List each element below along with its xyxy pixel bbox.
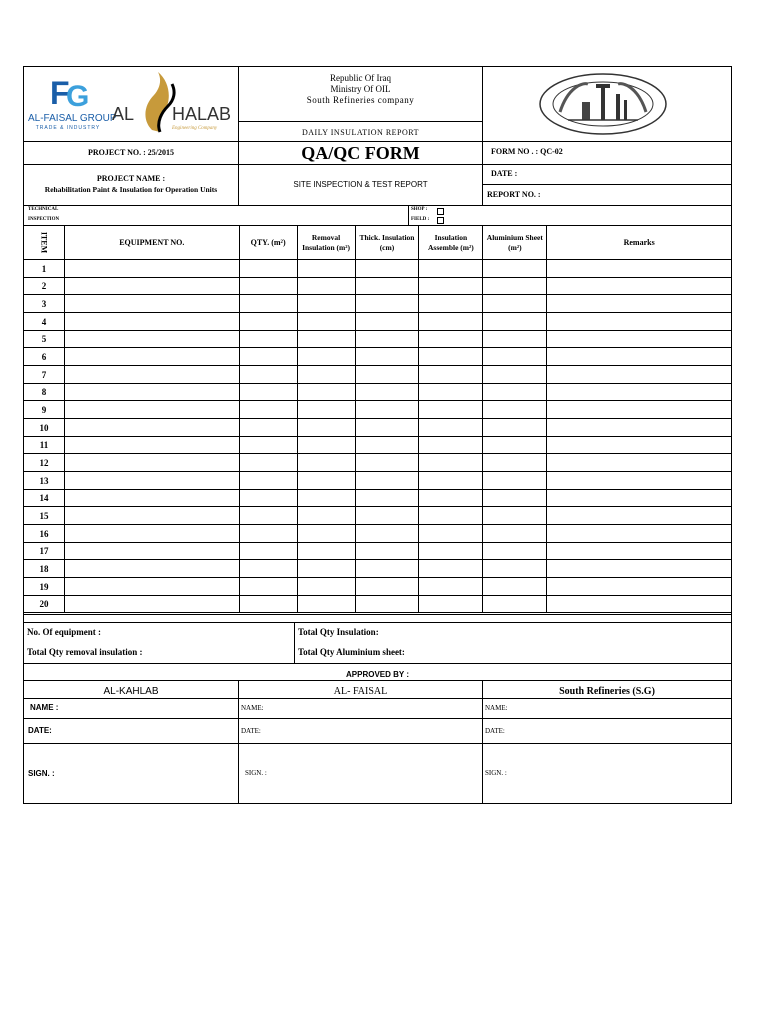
inspection-text: INSPECTION xyxy=(28,217,60,222)
table-cell[interactable] xyxy=(64,525,239,543)
table-cell[interactable] xyxy=(355,596,419,613)
item-number: 13 xyxy=(24,472,65,490)
table-cell[interactable] xyxy=(64,472,239,490)
shop-checkbox[interactable] xyxy=(437,208,444,215)
field-label: FIELD : xyxy=(411,217,430,222)
table-row xyxy=(24,401,732,419)
site-report: SITE INSPECTION & TEST REPORT xyxy=(293,180,428,189)
shop-label: SHOP : xyxy=(411,207,428,212)
table-cell[interactable] xyxy=(355,384,419,401)
table-cell[interactable] xyxy=(483,507,547,525)
table-cell[interactable] xyxy=(419,348,483,366)
table-cell[interactable] xyxy=(64,507,239,525)
table-cell[interactable] xyxy=(64,278,239,295)
item-number: 1 xyxy=(24,260,65,278)
table-cell[interactable] xyxy=(239,507,297,525)
project-name-label: PROJECT NAME : xyxy=(96,174,166,183)
table-cell[interactable] xyxy=(355,295,419,313)
table-cell[interactable] xyxy=(483,348,547,366)
form-title-cell xyxy=(238,141,483,165)
table-cell[interactable] xyxy=(297,260,355,278)
table-cell[interactable] xyxy=(64,313,239,331)
table-cell[interactable] xyxy=(355,366,419,384)
table-cell[interactable] xyxy=(297,384,355,401)
table-cell[interactable] xyxy=(419,366,483,384)
item-number: 3 xyxy=(24,295,65,313)
table-row xyxy=(24,331,732,348)
table-cell[interactable] xyxy=(64,596,239,613)
table-cell[interactable] xyxy=(547,419,732,437)
form-title: QA/QC FORM xyxy=(301,143,420,163)
table-cell[interactable] xyxy=(239,596,297,613)
table-cell[interactable] xyxy=(419,472,483,490)
header-aluminium: Aluminium Sheet (m²) xyxy=(483,226,547,260)
form-no: FORM NO . : QC-02 xyxy=(491,147,563,156)
table-row xyxy=(24,437,732,454)
approver-alkahlab: AL-KAHLAB xyxy=(103,686,159,697)
approval-col3-header xyxy=(482,680,732,699)
table-row xyxy=(24,525,732,543)
table-row xyxy=(24,348,732,366)
table-cell[interactable] xyxy=(355,578,419,596)
table-cell[interactable] xyxy=(547,260,732,278)
table-cell[interactable] xyxy=(64,348,239,366)
table-cell[interactable] xyxy=(355,331,419,348)
table-cell[interactable] xyxy=(297,596,355,613)
table-cell[interactable] xyxy=(239,578,297,596)
table-row xyxy=(24,472,732,490)
authority-cell xyxy=(238,66,483,122)
table-cell[interactable] xyxy=(64,560,239,578)
approved-by-row xyxy=(23,663,732,681)
table-cell[interactable] xyxy=(547,278,732,295)
ministry-text: Ministry Of OIL xyxy=(330,84,391,94)
table-cell[interactable] xyxy=(419,560,483,578)
table-cell[interactable] xyxy=(355,348,419,366)
table-cell[interactable] xyxy=(297,278,355,295)
items-table xyxy=(23,225,732,613)
table-cell[interactable] xyxy=(297,507,355,525)
sign-label-1: SIGN. : xyxy=(28,769,55,778)
sign-field-2[interactable] xyxy=(238,743,483,804)
item-number: 4 xyxy=(24,313,65,331)
table-cell[interactable] xyxy=(419,384,483,401)
table-cell[interactable] xyxy=(483,578,547,596)
name-label-1: NAME : xyxy=(30,703,59,712)
table-cell[interactable] xyxy=(297,560,355,578)
table-cell[interactable] xyxy=(239,295,297,313)
approval-col1-header xyxy=(23,680,239,699)
refinery-seal-icon xyxy=(538,72,668,136)
item-number: 7 xyxy=(24,366,65,384)
table-cell[interactable] xyxy=(239,437,297,454)
table-cell[interactable] xyxy=(64,401,239,419)
item-number: 14 xyxy=(24,490,65,507)
table-cell[interactable] xyxy=(239,401,297,419)
no-equipment-label: No. Of equipment : xyxy=(27,627,101,637)
header-qty: QTY. (m²) xyxy=(239,226,297,260)
table-cell[interactable] xyxy=(419,490,483,507)
table-cell[interactable] xyxy=(547,454,732,472)
total-removal-label: Total Qty removal insulation : xyxy=(27,647,143,657)
table-cell[interactable] xyxy=(419,578,483,596)
report-title xyxy=(238,121,483,142)
table-cell[interactable] xyxy=(483,543,547,560)
table-row xyxy=(24,543,732,560)
table-cell[interactable] xyxy=(355,525,419,543)
svg-text:G: G xyxy=(66,80,90,110)
alkhalab-sub: Engineering Company xyxy=(172,126,218,131)
table-cell[interactable] xyxy=(547,507,732,525)
item-number: 11 xyxy=(24,437,65,454)
project-name: Rehabilitation Paint & Insulation for Operation Units xyxy=(44,185,218,194)
table-cell[interactable] xyxy=(419,419,483,437)
item-number: 8 xyxy=(24,384,65,401)
table-cell[interactable] xyxy=(547,437,732,454)
table-cell[interactable] xyxy=(419,454,483,472)
name-field-2[interactable] xyxy=(238,698,483,719)
table-cell[interactable] xyxy=(419,525,483,543)
table-cell[interactable] xyxy=(64,454,239,472)
table-cell[interactable] xyxy=(547,401,732,419)
table-cell[interactable] xyxy=(547,490,732,507)
table-cell[interactable] xyxy=(547,313,732,331)
table-cell[interactable] xyxy=(547,472,732,490)
header-item-text: ITEM xyxy=(39,231,49,254)
total-aluminium-label: Total Qty Aluminium sheet: xyxy=(298,647,405,657)
table-cell[interactable] xyxy=(547,384,732,401)
fg-group-sub: TRADE & INDUSTRY xyxy=(35,125,101,131)
item-number: 5 xyxy=(24,331,65,348)
table-cell[interactable] xyxy=(419,401,483,419)
table-cell[interactable] xyxy=(64,295,239,313)
item-number: 17 xyxy=(24,543,65,560)
table-cell[interactable] xyxy=(419,437,483,454)
item-number: 16 xyxy=(24,525,65,543)
table-cell[interactable] xyxy=(483,472,547,490)
sign-label-3: SIGN. : xyxy=(485,769,507,777)
report-title-text: DAILY INSULATION REPORT xyxy=(301,128,420,137)
table-cell[interactable] xyxy=(239,490,297,507)
header-thick: Thick. Insulation (cm) xyxy=(355,226,419,260)
project-no-cell xyxy=(23,141,239,165)
name-label-2: NAME: xyxy=(241,704,264,712)
name-field-1[interactable] xyxy=(23,698,239,719)
table-cell[interactable] xyxy=(355,401,419,419)
report-no-cell xyxy=(482,184,732,206)
technical-inspection-cell xyxy=(23,205,409,226)
fg-group-name: AL-FAISAL GROUP xyxy=(28,113,117,124)
header-assemble: Insulation Assemble (m²) xyxy=(419,226,483,260)
seal-cell xyxy=(482,66,732,142)
date-cell xyxy=(482,164,732,185)
table-cell[interactable] xyxy=(547,331,732,348)
table-cell[interactable] xyxy=(483,596,547,613)
table-cell[interactable] xyxy=(239,278,297,295)
name-field-3[interactable] xyxy=(482,698,732,719)
table-cell[interactable] xyxy=(419,596,483,613)
table-cell[interactable] xyxy=(355,543,419,560)
company-text: South Refineries company xyxy=(306,95,415,105)
table-cell[interactable] xyxy=(64,331,239,348)
sign-field-3[interactable] xyxy=(482,743,732,804)
item-number: 12 xyxy=(24,454,65,472)
table-cell[interactable] xyxy=(355,260,419,278)
table-cell[interactable] xyxy=(64,490,239,507)
table-row xyxy=(24,260,732,278)
table-cell[interactable] xyxy=(355,454,419,472)
field-checkbox[interactable] xyxy=(437,217,444,224)
table-cell[interactable] xyxy=(64,543,239,560)
date-label: DATE : xyxy=(491,169,518,178)
table-cell[interactable] xyxy=(483,560,547,578)
table-cell[interactable] xyxy=(547,596,732,613)
approval-col2-header xyxy=(238,680,483,699)
date-field-1[interactable] xyxy=(23,718,239,744)
table-row xyxy=(24,419,732,437)
technical-text: TECHNICAL xyxy=(28,207,59,212)
alkhalab-logo xyxy=(112,70,236,140)
table-cell[interactable] xyxy=(547,560,732,578)
item-number: 15 xyxy=(24,507,65,525)
republic-text: Republic Of Iraq xyxy=(330,73,391,83)
svg-text:F: F xyxy=(50,75,70,110)
header-remarks: Remarks xyxy=(547,226,732,260)
table-cell[interactable] xyxy=(355,419,419,437)
item-number: 9 xyxy=(24,401,65,419)
table-cell[interactable] xyxy=(297,419,355,437)
table-cell[interactable] xyxy=(239,260,297,278)
header-removal: Removal Insulation (m²) xyxy=(297,226,355,260)
table-cell[interactable] xyxy=(355,560,419,578)
table-row xyxy=(24,507,732,525)
table-cell[interactable] xyxy=(297,313,355,331)
sign-label-2: SIGN. : xyxy=(245,769,267,777)
table-row xyxy=(24,278,732,295)
table-cell[interactable] xyxy=(297,454,355,472)
item-number: 20 xyxy=(24,596,65,613)
table-cell[interactable] xyxy=(547,366,732,384)
approver-alfaisal: AL- FAISAL xyxy=(333,686,388,697)
table-cell[interactable] xyxy=(239,331,297,348)
approver-south-refineries: South Refineries (S.G) xyxy=(559,686,655,697)
table-cell[interactable] xyxy=(297,472,355,490)
table-row xyxy=(24,313,732,331)
table-cell[interactable] xyxy=(239,384,297,401)
total-insulation-label: Total Qty Insulation: xyxy=(298,627,379,637)
table-cell[interactable] xyxy=(419,507,483,525)
date-field-3[interactable] xyxy=(482,718,732,744)
table-cell[interactable] xyxy=(483,490,547,507)
svg-text:HALAB: HALAB xyxy=(172,104,232,124)
table-cell[interactable] xyxy=(64,260,239,278)
table-cell[interactable] xyxy=(483,260,547,278)
table-cell[interactable] xyxy=(547,348,732,366)
table-row xyxy=(24,295,732,313)
item-number: 2 xyxy=(24,278,65,295)
table-cell[interactable] xyxy=(355,278,419,295)
table-row xyxy=(24,384,732,401)
table-cell[interactable] xyxy=(355,313,419,331)
table-cell[interactable] xyxy=(239,366,297,384)
date-label-2: DATE: xyxy=(241,727,261,735)
table-cell[interactable] xyxy=(64,419,239,437)
table-cell[interactable] xyxy=(297,437,355,454)
project-no: PROJECT NO. : 25/2015 xyxy=(87,148,175,157)
item-number: 18 xyxy=(24,560,65,578)
table-cell[interactable] xyxy=(355,507,419,525)
date-label-1: DATE: xyxy=(28,726,52,735)
table-cell[interactable] xyxy=(239,313,297,331)
table-row xyxy=(24,560,732,578)
table-cell[interactable] xyxy=(297,578,355,596)
table-cell[interactable] xyxy=(297,348,355,366)
table-cell[interactable] xyxy=(419,313,483,331)
table-cell[interactable] xyxy=(297,490,355,507)
shop-field-cell xyxy=(408,205,732,226)
site-report-cell xyxy=(238,164,483,206)
alfaisal-logo xyxy=(28,70,117,138)
table-row xyxy=(24,366,732,384)
table-cell[interactable] xyxy=(297,543,355,560)
table-header-row xyxy=(24,226,732,260)
table-cell[interactable] xyxy=(483,525,547,543)
item-number: 10 xyxy=(24,419,65,437)
table-cell[interactable] xyxy=(483,366,547,384)
table-cell[interactable] xyxy=(483,437,547,454)
table-cell[interactable] xyxy=(419,543,483,560)
logos-cell xyxy=(23,66,239,142)
table-cell[interactable] xyxy=(547,543,732,560)
table-cell[interactable] xyxy=(64,437,239,454)
table-cell[interactable] xyxy=(64,384,239,401)
table-cell[interactable] xyxy=(239,454,297,472)
table-cell[interactable] xyxy=(64,366,239,384)
table-cell[interactable] xyxy=(547,295,732,313)
table-cell[interactable] xyxy=(483,313,547,331)
table-cell[interactable] xyxy=(239,419,297,437)
table-cell[interactable] xyxy=(483,278,547,295)
table-cell[interactable] xyxy=(297,401,355,419)
item-number: 6 xyxy=(24,348,65,366)
table-cell[interactable] xyxy=(64,578,239,596)
table-cell[interactable] xyxy=(419,295,483,313)
item-number: 19 xyxy=(24,578,65,596)
table-cell[interactable] xyxy=(239,560,297,578)
date-field-2[interactable] xyxy=(238,718,483,744)
table-cell[interactable] xyxy=(239,472,297,490)
table-cell[interactable] xyxy=(483,401,547,419)
header-item xyxy=(24,226,65,260)
table-cell[interactable] xyxy=(547,525,732,543)
project-name-cell xyxy=(23,164,239,206)
table-cell[interactable] xyxy=(419,260,483,278)
form-no-cell xyxy=(482,141,732,165)
table-cell[interactable] xyxy=(297,366,355,384)
table-cell[interactable] xyxy=(297,525,355,543)
table-cell[interactable] xyxy=(239,525,297,543)
table-row xyxy=(24,578,732,596)
table-cell[interactable] xyxy=(355,437,419,454)
report-no-label: REPORT NO. : xyxy=(487,190,541,199)
approved-by: APPROVED BY : xyxy=(346,670,409,679)
table-cell[interactable] xyxy=(355,472,419,490)
table-cell[interactable] xyxy=(297,295,355,313)
sign-field-1[interactable] xyxy=(23,743,239,804)
table-cell[interactable] xyxy=(483,295,547,313)
table-cell[interactable] xyxy=(547,578,732,596)
svg-text:AL: AL xyxy=(112,104,135,124)
table-row xyxy=(24,490,732,507)
date-label-3: DATE: xyxy=(485,727,505,735)
table-cell[interactable] xyxy=(483,384,547,401)
table-cell[interactable] xyxy=(483,419,547,437)
table-cell[interactable] xyxy=(239,543,297,560)
table-row xyxy=(24,454,732,472)
table-cell[interactable] xyxy=(419,331,483,348)
table-cell[interactable] xyxy=(483,454,547,472)
table-row xyxy=(24,596,732,613)
table-cell[interactable] xyxy=(419,278,483,295)
fg-mark-icon xyxy=(48,72,90,110)
table-cell[interactable] xyxy=(297,331,355,348)
table-cell[interactable] xyxy=(239,348,297,366)
summary-divider xyxy=(294,622,295,664)
table-cell[interactable] xyxy=(483,331,547,348)
name-label-3: NAME: xyxy=(485,704,508,712)
header-equipment: EQUIPMENT NO. xyxy=(64,226,239,260)
table-cell[interactable] xyxy=(355,490,419,507)
